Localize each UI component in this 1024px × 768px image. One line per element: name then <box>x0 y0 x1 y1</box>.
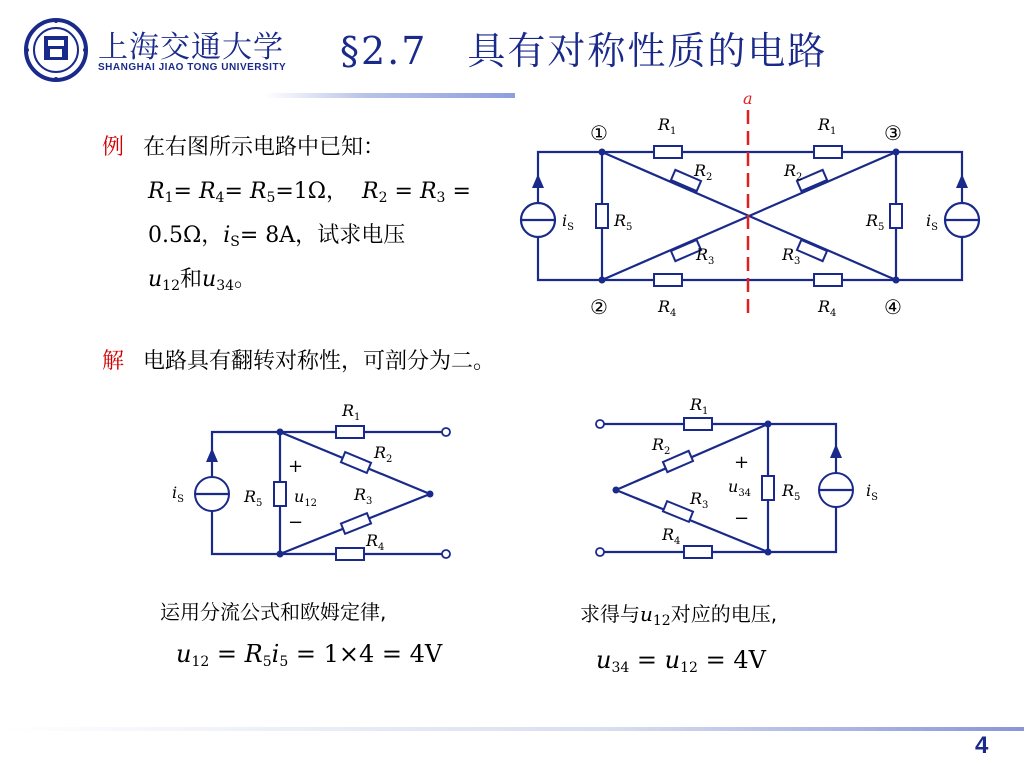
svg-text:R2: $R_2$ <box>652 435 671 457</box>
left-caption: 运用分流公式和欧姆定律, <box>160 600 387 624</box>
svg-text:R5: $R_5$ <box>614 211 633 233</box>
svg-text:u34: $u_{34}$ <box>728 477 752 499</box>
slide-title: §2.7 具有对称性质的电路 <box>340 29 828 73</box>
svg-text:iS: $i_S$ <box>562 211 574 233</box>
svg-text:R3: $R_3$ <box>696 245 715 267</box>
svg-text:u12: $u_{12}$ <box>294 487 318 509</box>
node-2-label: ② <box>590 295 608 319</box>
title-divider <box>265 93 515 98</box>
solution-text: 电路具有翻转对称性，可剖分为二。 <box>143 349 496 374</box>
svg-text:R2: $R_2$ <box>694 161 713 183</box>
page-number: 4 <box>975 732 989 759</box>
svg-text:R4: $R_4$ <box>662 525 681 547</box>
svg-text:R1: $R_1$ <box>342 401 361 423</box>
example-given-1: $R_1= R_4= R_5=1\Omega$， $R_2 = R_3$ = <box>148 179 471 206</box>
u12-minus: − <box>288 512 304 533</box>
svg-text:R1: $R_1$ <box>690 395 709 417</box>
university-name-cn: 上海交通大学 <box>98 30 284 65</box>
node-3-label: ③ <box>884 121 902 145</box>
svg-text:iS: $i_S$ <box>866 481 878 503</box>
right-caption: 求得与$u_{12}$对应的电压, <box>580 602 778 629</box>
left-equation: $u_{12} = R_5i_5 = 1\times 4 = 4V$ <box>176 640 443 670</box>
svg-text:R2: $R_2$ <box>374 443 393 465</box>
right-equation: $u_{34} = u_{12} = 4V$ <box>596 646 766 676</box>
svg-text:R2: $R_2$ <box>784 161 803 183</box>
footer-bar <box>0 727 1024 731</box>
axis-label: a <box>743 89 753 108</box>
svg-text:R3: $R_3$ <box>354 485 373 507</box>
svg-text:R1: $R_1$ <box>658 115 677 137</box>
main-circuit <box>500 86 990 326</box>
svg-text:iS: $i_S$ <box>172 483 184 505</box>
solution-line <box>102 344 495 380</box>
left-half-circuit <box>160 396 460 574</box>
university-name-en: SHANGHAI JIAO TONG UNIVERSITY <box>98 62 287 73</box>
solution-tag: 解 <box>102 349 125 374</box>
svg-text:R4: $R_4$ <box>658 297 677 319</box>
u34-plus: + <box>734 452 750 473</box>
right-half-circuit <box>580 394 880 574</box>
svg-text:iS: $i_S$ <box>926 211 938 233</box>
svg-text:R5: $R_5$ <box>782 481 801 503</box>
example-given-3: $u_{12}$和$u_{34}$。 <box>148 267 257 294</box>
svg-text:R1: $R_1$ <box>818 115 837 137</box>
example-intro: 在右图所示电路中已知： <box>143 135 386 160</box>
node-1-label: ① <box>590 121 608 145</box>
node-4-label: ④ <box>884 295 902 319</box>
u34-minus: − <box>734 508 750 529</box>
example-line-1 <box>102 130 385 166</box>
svg-text:R3: $R_3$ <box>782 245 801 267</box>
u12-plus: + <box>288 456 304 477</box>
svg-text:R4: $R_4$ <box>818 297 837 319</box>
svg-text:R4: $R_4$ <box>366 531 385 553</box>
example-given-2: 0.5Ω，$i_S= 8A$，试求电压 <box>148 223 406 250</box>
svg-text:R5: $R_5$ <box>866 211 885 233</box>
svg-text:R3: $R_3$ <box>690 489 709 511</box>
example-tag: 例 <box>102 135 125 160</box>
seal-icon <box>18 16 98 86</box>
svg-text:R5: $R_5$ <box>244 487 263 509</box>
